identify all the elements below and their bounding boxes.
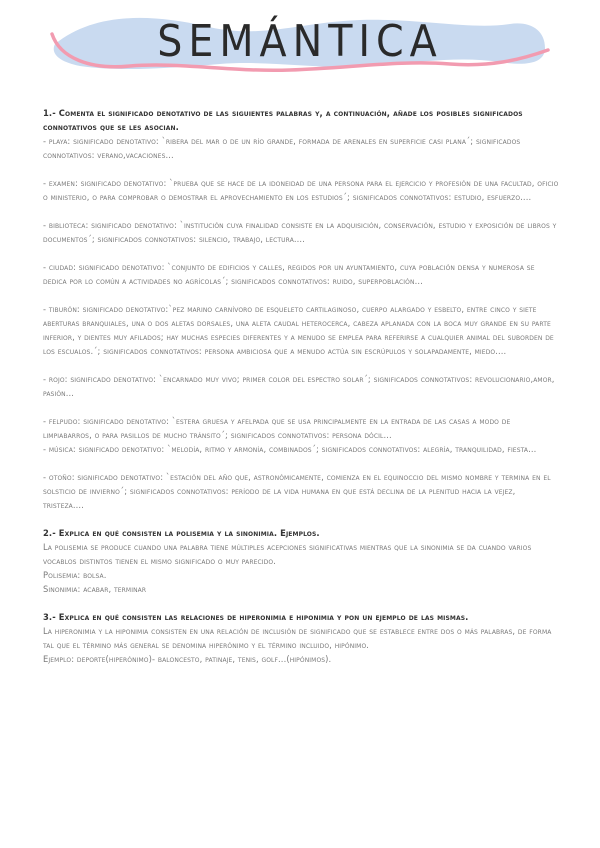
- q1-item-otono: - otoño: significado denotativo: `estación del año que, astronómicamente, comienza en el equinoccio del mismo nombre y termina en el solsticio de invierno´; significados connotativos: período de la vida humana en que está declina de la plenitud hacia la vejez, tristeza....: [43, 472, 551, 510]
- q1-item-musica: - música: significado denotativo: `melodía, ritmo y armonía, combinados´; significados connotativos: alegría, tranquilidad, fiesta...: [43, 444, 537, 454]
- q3-answer: La hiperonimia y la hiponimia consisten en una relación de inclusión de significado que se establece entre dos o más palabras, de forma tal que el término más general se denomina hiperónimo y el término incluido, hipónimo.: [43, 626, 552, 650]
- page-title: SEMÁNTICA: [157, 16, 443, 67]
- q2-example-polisemia: Polisemia: bolsa.: [43, 570, 107, 580]
- q2-example-sinonimia: Sinonimia: acabar, terminar: [43, 584, 147, 594]
- question-3-heading: 3.- Explica en qué consisten las relaciones de hiperonimia e hiponimia y pon un ejemplo de las mismas.: [43, 612, 469, 622]
- q3-example: Ejemplo: deporte(hiperónimo)- baloncesto, patinaje, tenis, golf...(hipónimos).: [43, 654, 332, 664]
- q1-item-felpudo: - felpudo: significado denotativo: `estera gruesa y afelpada que se usa principalmente en la entrada de las casas a modo de limpiabarros, o para pasillos de mucho tránsito´; significados connotativos: persona dócil...: [43, 416, 511, 440]
- q1-item-tiburon: - tiburón: significado denotativo:`pez marino carnívoro de esqueleto cartilaginoso, cuerpo alargado y esbelto, entre cinco y siete aberturas branquiales, una o dos aletas dorsales, una aleta caudal heterocerca, cabeza aplanada con la boca muy grande en su parte inferior, y dientes muy afilados; hay muchas especies diferentes y a menudo se emplea para referirse a cualquier animal del suborden de los escualos.´; significados connotativos: persona ambiciosa que a menudo actúa sin escrúpulos y solapadamente, miedo....: [43, 304, 554, 356]
- question-2-heading: 2.- Explica en qué consisten la polisemia y la sinonimia. Ejemplos.: [43, 528, 320, 538]
- document-body: [43, 106, 559, 666]
- q1-item-rojo: - rojo: significado denotativo: `encarnado muy vivo; primer color del espectro solar´; significados connotativos: revolucionario,amor, pasión...: [43, 374, 555, 398]
- question-1-heading: 1.- Comenta el significado denotativo de las siguientes palabras y, a continuación, añade los posibles significados connotativos que se les asocian.: [43, 108, 523, 132]
- q1-item-biblioteca: - biblioteca: significado denotativo: `institución cuya finalidad consiste en la adquisición, conservación, estudio y exposición de libros y documentos´; significados connotativos: silencio, trabajo, lectura....: [43, 220, 557, 244]
- q1-item-playa: - playa: significado denotativo: `ribera del mar o de un río grande, formada de arenales en superficie casi plana´; significados connotativos: verano,vacaciones...: [43, 136, 521, 160]
- q1-item-examen: - examen: significado denotativo: `prueba que se hace de la idoneidad de una persona para el ejercicio y profesión de una facultad, oficio o ministerio, o para comprobar o demostrar el aprovechamiento en los estudios´; significados connotativos: estudio, esfuerzo....: [43, 178, 559, 202]
- q2-answer: La polisemia se produce cuando una palabra tiene múltiples acepciones significativas mientras que la sinonimia se da cuando varios vocablos distintos tienen el mismo significado o muy parecido.: [43, 542, 532, 566]
- q1-item-ciudad: - ciudad: significado denotativo: `conjunto de edificios y calles, regidos por un ayuntamiento, cuya población densa y numerosa se dedica por lo común a actividades no agrícolas´; significados connotativos: ruido, superpoblación...: [43, 262, 535, 286]
- title-banner: [0, 0, 600, 100]
